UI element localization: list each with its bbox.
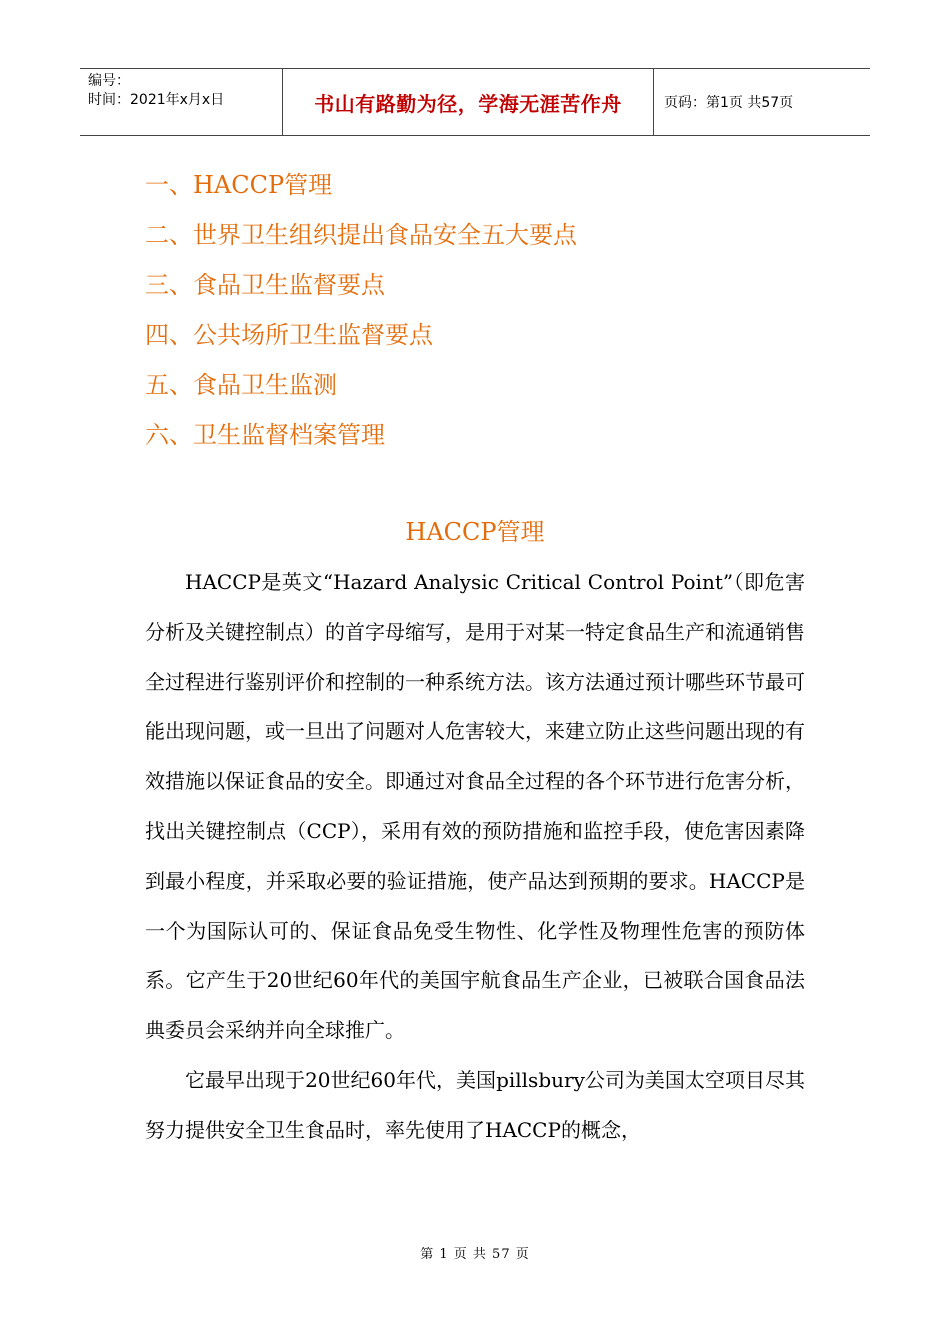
toc-item[interactable]: 六、卫生监督档案管理 (145, 421, 385, 449)
toc-item[interactable]: 五、食品卫生监测 (145, 371, 337, 399)
section-title: HACCP管理 (405, 518, 545, 546)
section-body (145, 558, 805, 1156)
number-label: 编号： (88, 73, 130, 89)
toc-item[interactable]: 二、世界卫生组织提出食品安全五大要点 (145, 221, 577, 249)
header-page-info: 页码：第1页 共57页 (664, 95, 794, 111)
body-paragraph: 它最早出现于20世纪60年代，美国pillsbury公司为美国太空项目尽其努力提供安全卫生食品时，率先使用了HACCP的概念， (145, 1067, 805, 1142)
header-meta (80, 69, 282, 135)
document-header (80, 68, 870, 136)
time-label: 时间：2021年x月x日 (88, 92, 225, 108)
toc-item[interactable]: 三、食品卫生监督要点 (145, 271, 385, 299)
table-of-contents (145, 160, 577, 460)
body-paragraph: HACCP是英文“Hazard Analysic Critical Control Point”（即危害分析及关键控制点）的首字母缩写，是用于对某一特定食品生产和流通销售全过程进行鉴别评价和控制的一种系统方法。该方法通过预计哪些环节最可能出现问题，或一旦出了问题对人危害较大，来建立防止这些问题出现的有效措施以保证食品的安全。即通过对食品全过程的各个环节进行危害分析，找出关键控制点（CCP），采用有效的预防措施和监控手段，使危害因素降到最小程度，并采取必要的验证措施，使产品达到预期的要求。HACCP是一个为国际认可的、保证食品免受生物性、化学性及物理性危害的预防体系。它产生于20世纪60年代的美国宇航食品生产企业，已被联合国食品法典委员会采纳并向全球推广。 (145, 570, 805, 1043)
page-footer: 第 1 页 共 57 页 (420, 1247, 530, 1262)
toc-item[interactable]: 四、公共场所卫生监督要点 (145, 321, 433, 349)
header-motto: 书山有路勤为径，学海无涯苦作舟 (282, 69, 654, 135)
toc-item[interactable]: 一、HACCP管理 (145, 171, 333, 199)
